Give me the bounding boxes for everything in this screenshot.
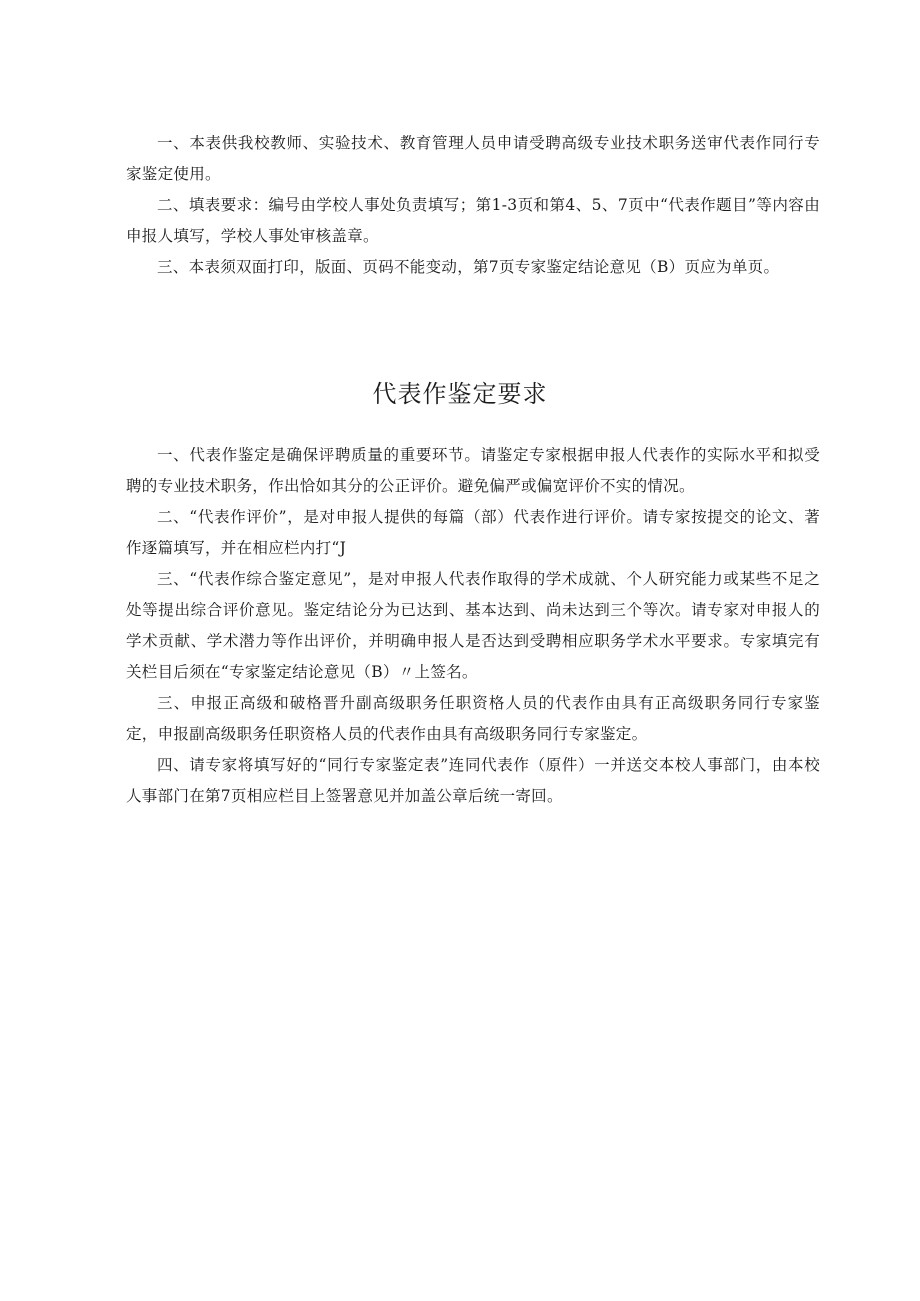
notes-section [126, 128, 820, 283]
note-paragraph-2: 二、填表要求：编号由学校人事处负责填写；第1-3页和第4、5、7页中“代表作题目”等内容由申报人填写，学校人事处审核盖章。 [126, 196, 820, 245]
requirements-section [126, 440, 820, 812]
requirement-paragraph-3: 三、“代表作综合鉴定意见”，是对申报人代表作取得的学术成就、个人研究能力或某些不足之处等提出综合评价意见。鉴定结论分为已达到、基本达到、尚未达到三个等次。请专家对申报人的学术贡献、学术潜力等作出评价，并明确申报人是否达到受聘相应职务学术水平要求。专家填完有关栏目后须在“专家鉴定结论意见（B）〃上签名。 [126, 570, 820, 681]
requirement-paragraph-4: 三、申报正高级和破格晋升副高级职务任职资格人员的代表作由具有正高级职务同行专家鉴定，申报副高级职务任职资格人员的代表作由具有高级职务同行专家鉴定。 [126, 694, 820, 743]
note-paragraph-3: 三、本表须双面打印，版面、页码不能变动，第7页专家鉴定结论意见（B）页应为单页。 [157, 258, 780, 276]
note-paragraph-1: 一、本表供我校教师、实验技术、教育管理人员申请受聘高级专业技术职务送审代表作同行专家鉴定使用。 [126, 134, 820, 183]
requirement-paragraph-5: 四、请专家将填写好的“同行专家鉴定表”连同代表作（原件）一并送交本校人事部门，由本校人事部门在第7页相应栏目上签署意见并加盖公章后统一寄回。 [126, 756, 820, 805]
section-title: 代表作鉴定要求 [372, 380, 548, 408]
requirement-paragraph-1: 一、代表作鉴定是确保评聘质量的重要环节。请鉴定专家根据申报人代表作的实际水平和拟受聘的专业技术职务，作出恰如其分的公正评价。避免偏严或偏宽评价不实的情况。 [126, 446, 820, 495]
requirement-paragraph-2: 二、“代表作评价”，是对申报人提供的每篇（部）代表作进行评价。请专家按提交的论文、著作逐篇填写，并在相应栏内打“J [126, 508, 820, 557]
